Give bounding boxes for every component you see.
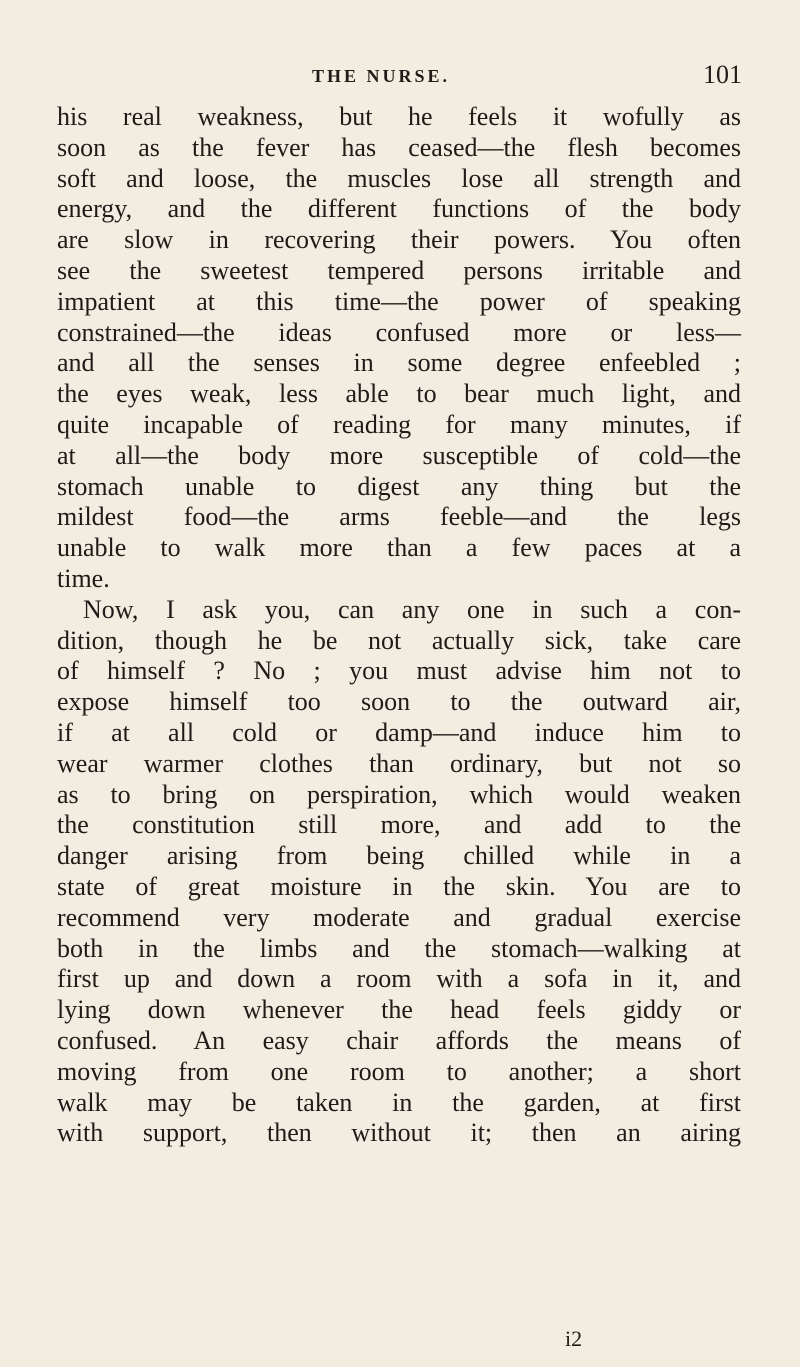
text-line: walk may be taken in the garden, at first bbox=[57, 1087, 741, 1117]
body-text bbox=[57, 102, 741, 1149]
text-line: soft and loose, the muscles lose all strength and bbox=[57, 163, 741, 193]
text-line: the constitution still more, and add to the bbox=[57, 810, 741, 840]
text-line: the eyes weak, less able to bear much light, and bbox=[57, 379, 741, 409]
text-line: impatient at this time—the power of speaking bbox=[57, 286, 741, 316]
text-line: with support, then without it; then an airing bbox=[57, 1118, 741, 1148]
text-line: first up and down a room with a sofa in it, and bbox=[57, 964, 741, 994]
text-line: see the sweetest tempered persons irritable and bbox=[57, 255, 741, 285]
text-line: as to bring on perspiration, which would weaken bbox=[57, 779, 741, 809]
text-line: mildest food—the arms feeble—and the legs bbox=[57, 502, 741, 532]
text-line: unable to walk more than a few paces at a bbox=[57, 533, 741, 563]
running-head bbox=[0, 60, 800, 94]
text-line: quite incapable of reading for many minutes, if bbox=[57, 409, 741, 439]
text-line: lying down whenever the head feels giddy or bbox=[57, 995, 741, 1025]
text-line: of himself ? No ; you must advise him not to bbox=[57, 656, 741, 686]
paragraph-last-line: time. bbox=[57, 563, 110, 593]
text-line: constrained—the ideas confused more or less— bbox=[57, 317, 741, 347]
paragraph-first-line: Now, I ask you, can any one in such a con- bbox=[83, 594, 741, 624]
signature-mark: i2 bbox=[565, 1326, 583, 1351]
text-line: stomach unable to digest any thing but the bbox=[57, 471, 741, 501]
text-line: wear warmer clothes than ordinary, but not so bbox=[57, 748, 741, 778]
text-line: danger arising from being chilled while in a bbox=[57, 841, 741, 871]
text-line: if at all cold or damp—and induce him to bbox=[57, 717, 741, 747]
text-line: expose himself too soon to the outward air, bbox=[57, 687, 741, 717]
running-title: THE NURSE. bbox=[312, 66, 451, 86]
text-line: confused. An easy chair affords the means of bbox=[57, 1025, 741, 1055]
text-line: dition, though he be not actually sick, take care bbox=[57, 625, 741, 655]
text-line: at all—the body more susceptible of cold—the bbox=[57, 440, 741, 470]
text-line: state of great moisture in the skin. You are to bbox=[57, 871, 741, 901]
text-line: recommend very moderate and gradual exercise bbox=[57, 902, 741, 932]
text-line: energy, and the different functions of the body bbox=[57, 194, 741, 224]
text-line: soon as the fever has ceased—the flesh becomes bbox=[57, 132, 741, 162]
text-line: his real weakness, but he feels it wofully as bbox=[57, 102, 741, 131]
page-number: 101 bbox=[703, 60, 742, 89]
text-line: and all the senses in some degree enfeebled ; bbox=[57, 348, 741, 378]
text-line: both in the limbs and the stomach—walking at bbox=[57, 933, 741, 963]
text-line: are slow in recovering their powers. You often bbox=[57, 225, 741, 255]
text-line: moving from one room to another; a short bbox=[57, 1056, 741, 1086]
